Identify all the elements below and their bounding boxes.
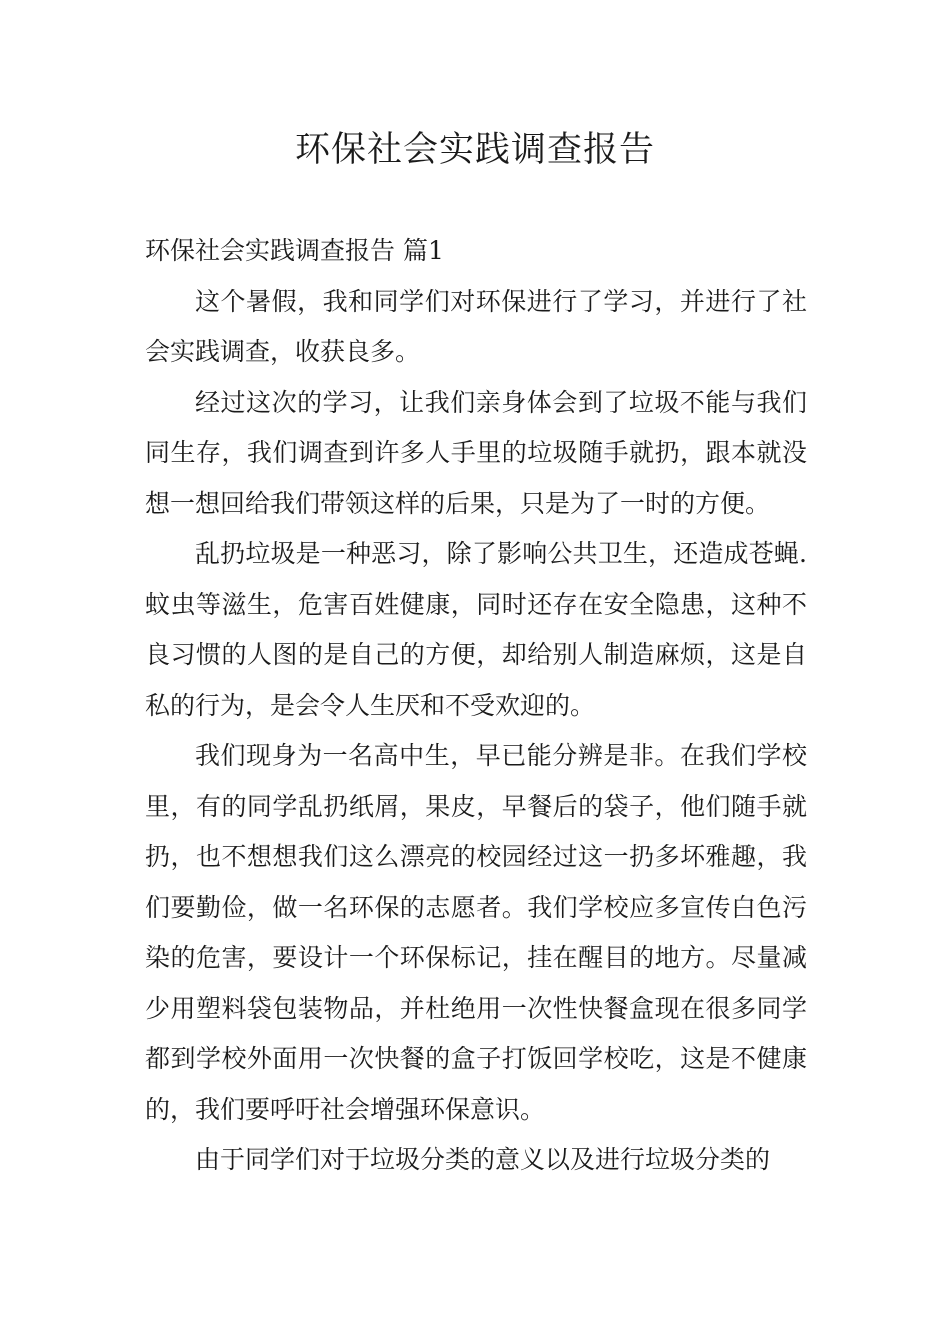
section-heading: 环保社会实践调查报告 篇1 bbox=[145, 236, 444, 265]
paragraph-3: 乱扔垃圾是一种恶习，除了影响公共卫生，还造成苍蝇.蚊虫等滋生，危害百姓健康，同时还存在安全隐患，这种不良习惯的人图的是自己的方便，却给别人制造麻烦，这是自私的行为，是会令人生厌和不受欢迎的。 bbox=[145, 539, 807, 720]
paragraph-4: 我们现身为一名高中生，早已能分辨是非。在我们学校里，有的同学乱扔纸屑，果皮，早餐后的袋子，他们随手就扔，也不想想我们这么漂亮的校园经过这一扔多坏雅趣，我们要勤俭，做一名环保的志愿者。我们学校应多宣传白色污染的危害，要设计一个环保标记，挂在醒目的地方。尽量减少用塑料袋包装物品，并杜绝用一次性快餐盒现在很多同学都到学校外面用一次快餐的盒子打饭回学校吃，这是不健康的，我们要呼吁社会增强环保意识。 bbox=[145, 741, 807, 1124]
document-body bbox=[145, 226, 807, 1186]
paragraph-5: 由于同学们对于垃圾分类的意义以及进行垃圾分类的 bbox=[195, 1145, 771, 1174]
paragraph-2: 经过这次的学习，让我们亲身体会到了垃圾不能与我们同生存，我们调查到许多人手里的垃圾随手就扔，跟本就没想一想回给我们带领这样的后果，只是为了一时的方便。 bbox=[145, 387, 807, 518]
paragraph-1: 这个暑假，我和同学们对环保进行了学习，并进行了社会实践调查，收获良多。 bbox=[145, 286, 807, 366]
document-title: 环保社会实践调查报告 bbox=[294, 130, 655, 170]
